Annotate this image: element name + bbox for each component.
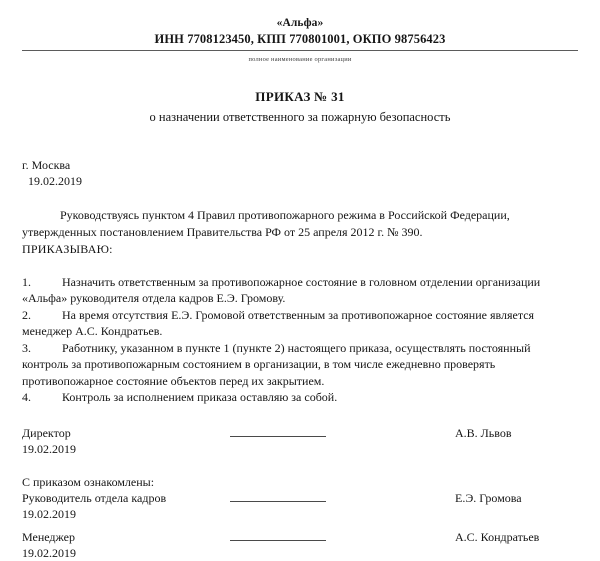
document-date: 19.02.2019 bbox=[28, 174, 82, 188]
clause-item bbox=[22, 307, 578, 340]
signer-name: Е.Э. Громова bbox=[455, 490, 522, 505]
signature-row-director bbox=[22, 425, 578, 441]
signature-date: 19.02.2019 bbox=[22, 545, 76, 560]
city-label: г. Москва bbox=[22, 158, 71, 172]
clause-text: Назначить ответственным за противопожарное состояние в головном отделении организации «Альфа» руководителя отдела кадров Е.Э. Громову. bbox=[22, 274, 541, 305]
title-block bbox=[22, 88, 578, 126]
acknowledgement-title: С приказом ознакомлены: bbox=[22, 474, 155, 489]
clause-item bbox=[22, 274, 578, 307]
signer-name: А.С. Кондратьев bbox=[455, 529, 540, 544]
signer-role: Директор bbox=[22, 425, 71, 440]
header-divider bbox=[22, 50, 578, 51]
clause-number: 1. bbox=[22, 274, 31, 289]
signer-role: Руководитель отдела кадров bbox=[22, 490, 167, 505]
clause-text: Контроль за исполнением приказа оставляю за собой. bbox=[62, 390, 338, 404]
organization-codes: ИНН 7708123450, КПП 770801001, ОКПО 98756423 bbox=[154, 32, 446, 46]
document-subtitle: о назначении ответственного за пожарную безопасность bbox=[149, 110, 451, 124]
document-header bbox=[22, 0, 578, 64]
signature-row-manager bbox=[22, 529, 578, 545]
signature-row-hr-head bbox=[22, 490, 578, 506]
signer-name: А.В. Львов bbox=[455, 425, 512, 440]
clause-number: 2. bbox=[22, 307, 31, 322]
place-date-block bbox=[22, 157, 578, 189]
signer-role: Менеджер bbox=[22, 529, 75, 544]
preamble-block bbox=[22, 207, 578, 258]
clause-list bbox=[22, 274, 578, 406]
signature-line[interactable] bbox=[230, 501, 326, 502]
signature-line[interactable] bbox=[230, 436, 326, 437]
clause-item bbox=[22, 340, 578, 390]
signature-line[interactable] bbox=[230, 540, 326, 541]
clause-number: 4. bbox=[22, 390, 31, 404]
header-caption: полное наименование организации bbox=[248, 56, 352, 63]
clause-text: На время отсутствия Е.Э. Громовой ответственным за противопожарное состояние является менеджер А.С. Кондратьев. bbox=[22, 307, 535, 338]
signature-date: 19.02.2019 bbox=[22, 441, 76, 456]
clause-text: Работнику, указанном в пункте 1 (пункте 2) настоящего приказа, осуществлять постоянный контроль за противопожарным состоянием в организации, в том числе ежедневно проверять противопожарное состояние объектов перед их закрытием. bbox=[22, 340, 531, 388]
organization-name: «Альфа» bbox=[276, 17, 324, 29]
clause-item bbox=[22, 389, 578, 406]
clause-number: 3. bbox=[22, 340, 31, 355]
preamble-text: Руководствуясь пунктом 4 Правил противопожарного режима в Российской Федерации, утвержденных постановлением Правительства РФ от 25 апреля 2012 г. № 390. bbox=[22, 208, 510, 239]
order-keyword: ПРИКАЗЫВАЮ: bbox=[22, 242, 113, 256]
spacer bbox=[22, 522, 578, 529]
document-title: ПРИКАЗ № 31 bbox=[255, 89, 345, 104]
signature-area bbox=[22, 425, 578, 561]
signature-date: 19.02.2019 bbox=[22, 506, 76, 521]
